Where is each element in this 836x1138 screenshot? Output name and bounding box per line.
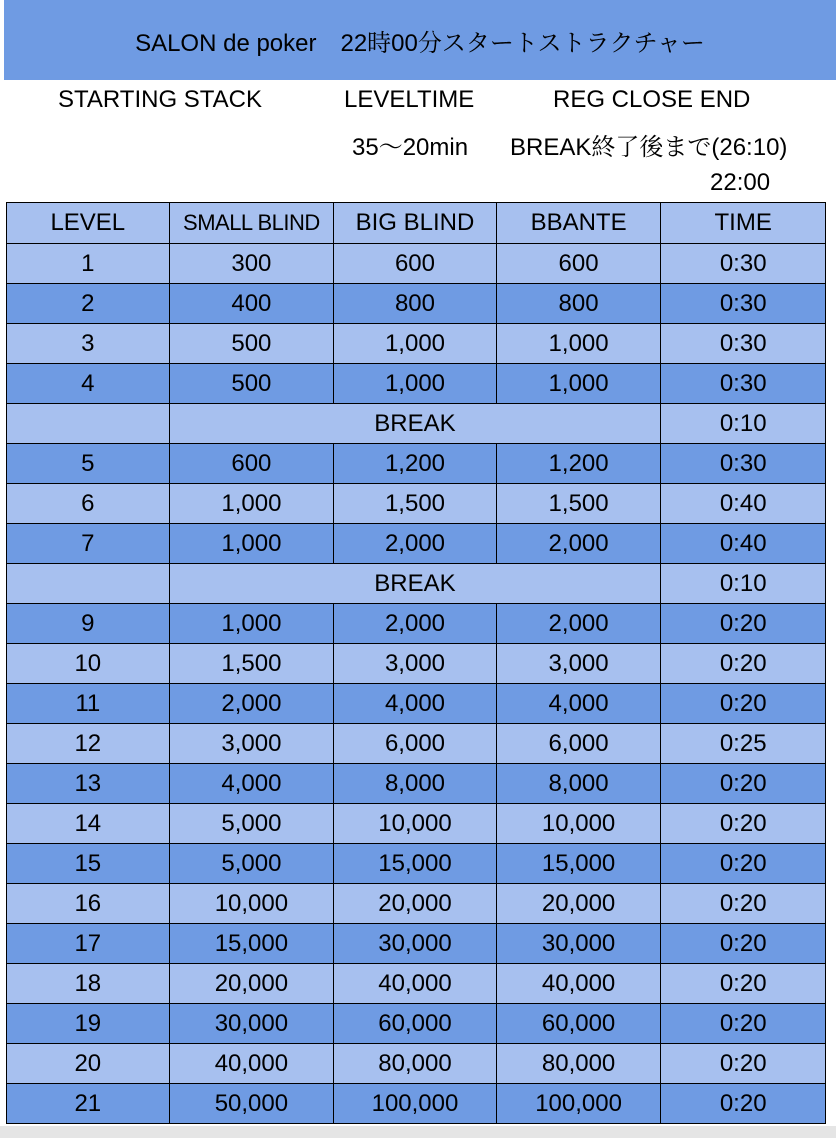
bbante-cell: 1,200 bbox=[496, 444, 661, 484]
bbante-cell: 10,000 bbox=[496, 804, 661, 844]
level-cell: 18 bbox=[7, 964, 170, 1004]
break-row bbox=[7, 564, 826, 604]
level-cell: 2 bbox=[7, 284, 170, 324]
level-cell: 5 bbox=[7, 444, 170, 484]
level-cell: 13 bbox=[7, 764, 170, 804]
table-row bbox=[7, 444, 826, 484]
break-row bbox=[7, 404, 826, 444]
small-blind-cell: 500 bbox=[169, 364, 334, 404]
big-blind-cell: 10,000 bbox=[334, 804, 497, 844]
time-cell: 0:20 bbox=[661, 924, 826, 964]
time-cell: 0:30 bbox=[661, 284, 826, 324]
small-blind-cell: 3,000 bbox=[169, 724, 334, 764]
table-row bbox=[7, 844, 826, 884]
table-row bbox=[7, 884, 826, 924]
level-cell: 16 bbox=[7, 884, 170, 924]
time-cell: 0:20 bbox=[661, 1044, 826, 1084]
header-level: LEVEL bbox=[7, 203, 170, 244]
big-blind-cell: 2,000 bbox=[334, 604, 497, 644]
table-row bbox=[7, 924, 826, 964]
big-blind-cell: 30,000 bbox=[334, 924, 497, 964]
small-blind-cell: 300 bbox=[169, 244, 334, 284]
table-row bbox=[7, 244, 826, 284]
time-cell: 0:20 bbox=[661, 1084, 826, 1124]
level-cell: 12 bbox=[7, 724, 170, 764]
table-row bbox=[7, 524, 826, 564]
title-bar bbox=[4, 0, 836, 80]
table-row bbox=[7, 644, 826, 684]
time-cell: 0:10 bbox=[661, 564, 826, 604]
bbante-cell: 4,000 bbox=[496, 684, 661, 724]
level-cell: 4 bbox=[7, 364, 170, 404]
level-cell: 19 bbox=[7, 1004, 170, 1044]
small-blind-cell: 5,000 bbox=[169, 804, 334, 844]
big-blind-cell: 100,000 bbox=[334, 1084, 497, 1124]
table-row bbox=[7, 1004, 826, 1044]
table-row bbox=[7, 684, 826, 724]
bbante-cell: 1,000 bbox=[496, 364, 661, 404]
level-cell: 21 bbox=[7, 1084, 170, 1124]
leveltime-label: LEVELTIME bbox=[344, 86, 475, 113]
level-cell: 6 bbox=[7, 484, 170, 524]
bbante-cell: 1,500 bbox=[496, 484, 661, 524]
time-cell: 0:30 bbox=[661, 244, 826, 284]
reg-close-time: 22:00 bbox=[710, 169, 771, 196]
header-big-blind: BIG BLIND bbox=[334, 203, 497, 244]
small-blind-cell: 50,000 bbox=[169, 1084, 334, 1124]
header-time: TIME bbox=[661, 203, 826, 244]
big-blind-cell: 8,000 bbox=[334, 764, 497, 804]
table-row bbox=[7, 764, 826, 804]
bbante-cell: 80,000 bbox=[496, 1044, 661, 1084]
blind-structure-table bbox=[6, 202, 826, 1124]
small-blind-cell: 1,000 bbox=[169, 524, 334, 564]
big-blind-cell: 2,000 bbox=[334, 524, 497, 564]
big-blind-cell: 3,000 bbox=[334, 644, 497, 684]
big-blind-cell: 1,200 bbox=[334, 444, 497, 484]
small-blind-cell: 5,000 bbox=[169, 844, 334, 884]
reg-close-label: REG CLOSE END bbox=[553, 86, 751, 113]
level-cell: 1 bbox=[7, 244, 170, 284]
small-blind-cell: 400 bbox=[169, 284, 334, 324]
bbante-cell: 30,000 bbox=[496, 924, 661, 964]
reg-close-value: BREAK終了後まで(26:10) bbox=[510, 134, 788, 161]
bbante-cell: 600 bbox=[496, 244, 661, 284]
table-row bbox=[7, 804, 826, 844]
small-blind-cell: 30,000 bbox=[169, 1004, 334, 1044]
level-cell: 3 bbox=[7, 324, 170, 364]
time-cell: 0:40 bbox=[661, 524, 826, 564]
bbante-cell: 20,000 bbox=[496, 884, 661, 924]
level-cell: 11 bbox=[7, 684, 170, 724]
level-cell: 7 bbox=[7, 524, 170, 564]
header-small-blind: SMALL BLIND bbox=[169, 203, 334, 244]
small-blind-cell: 4,000 bbox=[169, 764, 334, 804]
time-cell: 0:20 bbox=[661, 884, 826, 924]
time-cell: 0:30 bbox=[661, 324, 826, 364]
big-blind-cell: 4,000 bbox=[334, 684, 497, 724]
big-blind-cell: 40,000 bbox=[334, 964, 497, 1004]
bbante-cell: 2,000 bbox=[496, 524, 661, 564]
bbante-cell: 40,000 bbox=[496, 964, 661, 1004]
bbante-cell: 3,000 bbox=[496, 644, 661, 684]
small-blind-cell: 20,000 bbox=[169, 964, 334, 1004]
small-blind-cell: 2,000 bbox=[169, 684, 334, 724]
big-blind-cell: 1,000 bbox=[334, 324, 497, 364]
time-cell: 0:10 bbox=[661, 404, 826, 444]
bbante-cell: 15,000 bbox=[496, 844, 661, 884]
break-label: BREAK bbox=[169, 564, 661, 604]
table-row bbox=[7, 1044, 826, 1084]
table-row bbox=[7, 604, 826, 644]
small-blind-cell: 40,000 bbox=[169, 1044, 334, 1084]
level-cell: 9 bbox=[7, 604, 170, 644]
level-cell: 20 bbox=[7, 1044, 170, 1084]
table-row bbox=[7, 484, 826, 524]
table-row bbox=[7, 964, 826, 1004]
table-row bbox=[7, 324, 826, 364]
big-blind-cell: 20,000 bbox=[334, 884, 497, 924]
table-row bbox=[7, 364, 826, 404]
time-cell: 0:20 bbox=[661, 804, 826, 844]
level-cell: 15 bbox=[7, 844, 170, 884]
big-blind-cell: 80,000 bbox=[334, 1044, 497, 1084]
leveltime-value: 35〜20min bbox=[352, 134, 469, 161]
bbante-cell: 8,000 bbox=[496, 764, 661, 804]
break-level-cell bbox=[7, 404, 170, 444]
big-blind-cell: 1,000 bbox=[334, 364, 497, 404]
small-blind-cell: 500 bbox=[169, 324, 334, 364]
time-cell: 0:20 bbox=[661, 964, 826, 1004]
big-blind-cell: 15,000 bbox=[334, 844, 497, 884]
table-row bbox=[7, 284, 826, 324]
break-level-cell bbox=[7, 564, 170, 604]
big-blind-cell: 800 bbox=[334, 284, 497, 324]
small-blind-cell: 1,000 bbox=[169, 484, 334, 524]
time-cell: 0:20 bbox=[661, 644, 826, 684]
time-cell: 0:20 bbox=[661, 764, 826, 804]
time-cell: 0:40 bbox=[661, 484, 826, 524]
table-body bbox=[7, 244, 826, 1124]
table-header-row bbox=[7, 203, 826, 244]
level-cell: 10 bbox=[7, 644, 170, 684]
small-blind-cell: 600 bbox=[169, 444, 334, 484]
bbante-cell: 6,000 bbox=[496, 724, 661, 764]
break-label: BREAK bbox=[169, 404, 661, 444]
small-blind-cell: 1,500 bbox=[169, 644, 334, 684]
big-blind-cell: 6,000 bbox=[334, 724, 497, 764]
bbante-cell: 1,000 bbox=[496, 324, 661, 364]
level-cell: 17 bbox=[7, 924, 170, 964]
time-cell: 0:30 bbox=[661, 364, 826, 404]
small-blind-cell: 1,000 bbox=[169, 604, 334, 644]
time-cell: 0:25 bbox=[661, 724, 826, 764]
time-cell: 0:30 bbox=[661, 444, 826, 484]
small-blind-cell: 10,000 bbox=[169, 884, 334, 924]
time-cell: 0:20 bbox=[661, 684, 826, 724]
bbante-cell: 60,000 bbox=[496, 1004, 661, 1044]
starting-stack-label: STARTING STACK bbox=[58, 86, 263, 113]
table-row bbox=[7, 1084, 826, 1124]
small-blind-cell: 15,000 bbox=[169, 924, 334, 964]
bottom-scroll-area bbox=[0, 1126, 836, 1138]
page-title: SALON de poker 22時00分スタートストラクチャー bbox=[135, 29, 705, 57]
big-blind-cell: 1,500 bbox=[334, 484, 497, 524]
level-cell: 14 bbox=[7, 804, 170, 844]
big-blind-cell: 60,000 bbox=[334, 1004, 497, 1044]
header-bbante: BBANTE bbox=[496, 203, 661, 244]
time-cell: 0:20 bbox=[661, 844, 826, 884]
table-row bbox=[7, 724, 826, 764]
bbante-cell: 100,000 bbox=[496, 1084, 661, 1124]
time-cell: 0:20 bbox=[661, 1004, 826, 1044]
big-blind-cell: 600 bbox=[334, 244, 497, 284]
bbante-cell: 2,000 bbox=[496, 604, 661, 644]
time-cell: 0:20 bbox=[661, 604, 826, 644]
bbante-cell: 800 bbox=[496, 284, 661, 324]
